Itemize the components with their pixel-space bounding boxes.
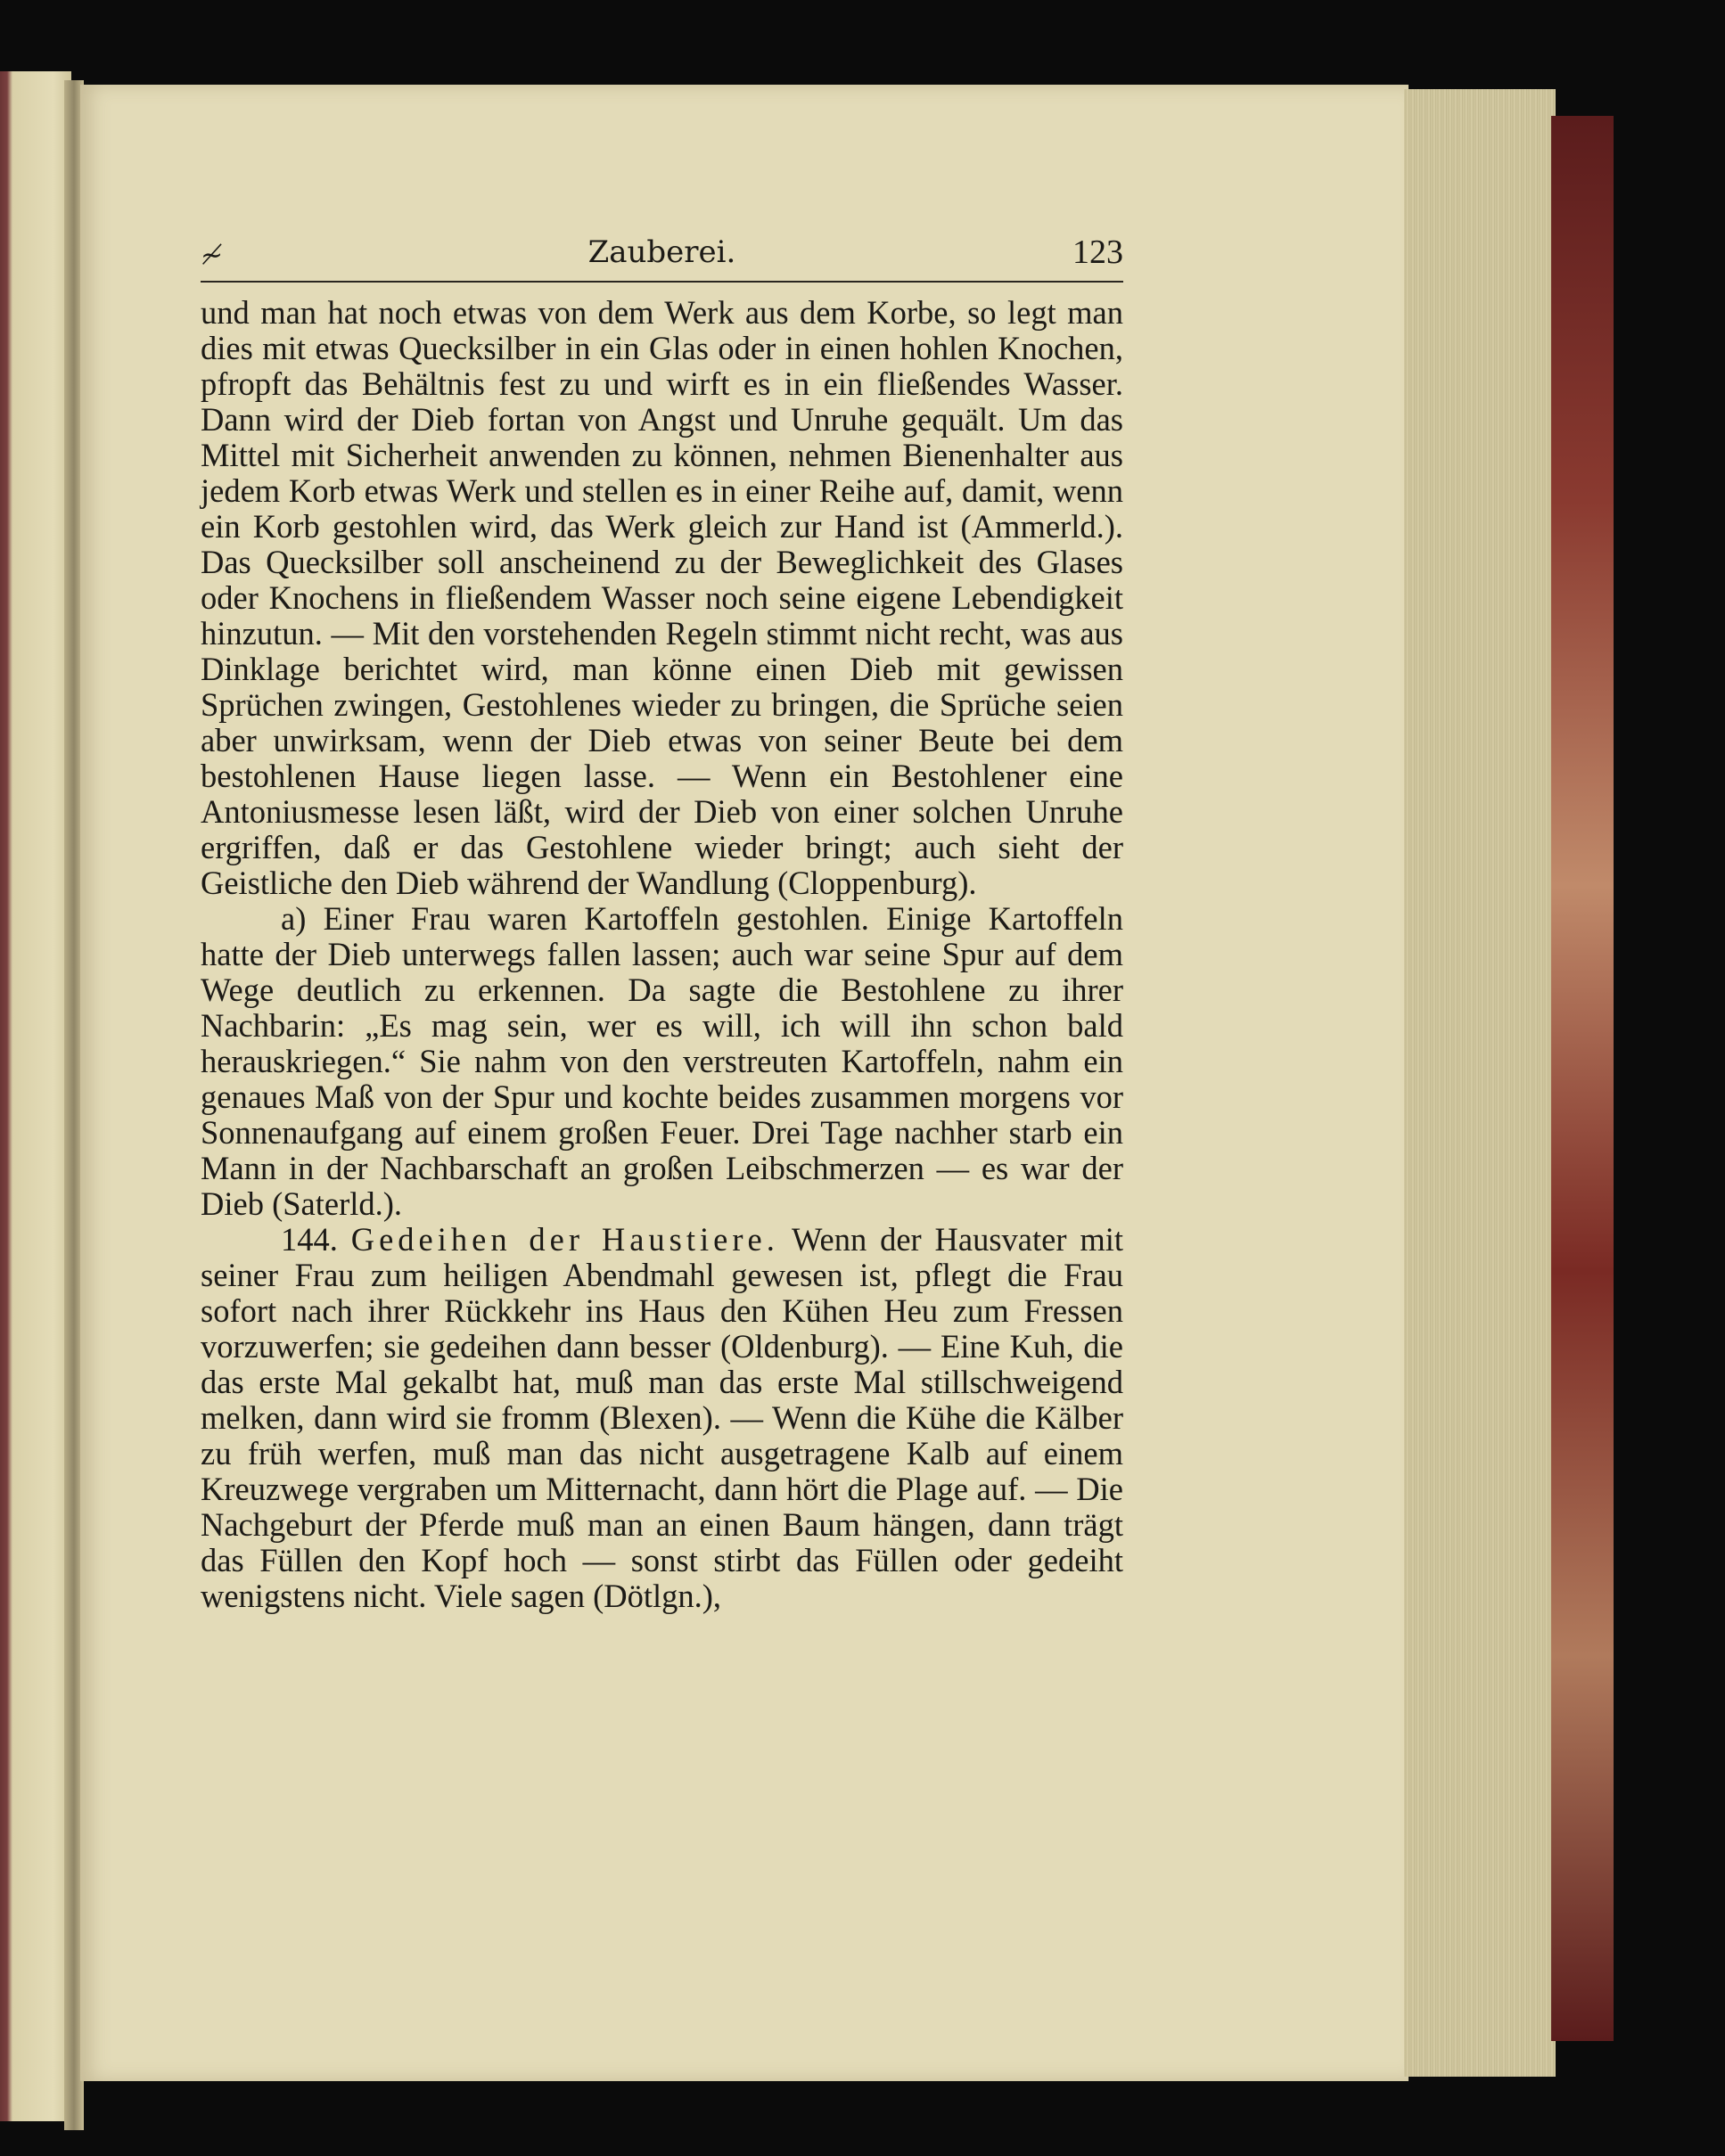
- running-header: [201, 227, 1123, 283]
- page-edges: [1404, 89, 1556, 2077]
- section-text: Wenn der Hausvater mit seiner Frau zum heiligen Abendmahl gewesen ist, pflegt die Frau sofort nach ihrer Rückkehr ins Haus den Kühen Heu zum Fressen vorzuwerfen; sie gedeihen dann besser (Oldenburg). — Eine Kuh, die das erste Mal gekalbt hat, muß man das erste Mal stillschweigend melken, dann wird sie fromm (Blexen). — Wenn die Kühe die Kälber zu früh werfen, muß man das nicht ausgetragene Kalb auf einem Kreuzwege vergraben um Mitternacht, dann hört die Plage auf. — Die Nachgeburt der Pferde muß man an einen Baum hängen, dann trägt das Füllen den Kopf hoch — sonst stirbt das Füllen oder gedeiht wenigstens nicht. Viele sagen (Dötlgn.),: [201, 1221, 1124, 1614]
- header-title: Zauberei.: [587, 234, 736, 270]
- section-number: 144.: [281, 1221, 338, 1258]
- header-mark: ≁: [201, 240, 224, 271]
- page-content: [201, 227, 1123, 1614]
- book-cover-edge: [1551, 116, 1614, 2041]
- paragraph: a) Einer Frau waren Kartoffeln gestohlen. Einige Kartoffeln hatte der Dieb unterwegs fallen lassen; auch war seine Spur auf dem Wege deutlich zu erkennen. Da sagte die Bestohlene zu ihrer Nachbarin: „Es mag sein, wer es will, ich will ihn schon bald herauskriegen.“ Sie nahm von den verstreuten Kartoffeln, nahm ein genaues Maß von der Spur und kochte beides zusammen morgens vor Sonnenaufgang auf einem großen Feuer. Drei Tage nachher starb ein Mann in der Nachbarschaft an großen Leibschmerzen — es war der Dieb (Saterld.).: [201, 900, 1123, 1222]
- section-heading: Gedeihen der Haustiere.: [350, 1221, 779, 1258]
- body-text: [201, 295, 1123, 1614]
- section-144: [201, 1222, 1123, 1614]
- left-page-edge: [0, 71, 71, 2121]
- paragraph: und man hat noch etwas von dem Werk aus dem Korbe, so legt man dies mit etwas Quecksilber in ein Glas oder in einen hohlen Knochen, pfropft das Behältnis fest zu und wirft es in ein fließendes Wasser. Dann wird der Dieb fortan von Angst und Unruhe gequält. Um das Mittel mit Sicherheit anwenden zu können, nehmen Bienenhalter aus jedem Korb etwas Werk und stellen es in einer Reihe auf, damit, wenn ein Korb gestohlen wird, das Werk gleich zur Hand ist (Ammerld.). Das Quecksilber soll anscheinend zu der Beweglichkeit des Glases oder Knochens in fließendem Wasser noch seine eigene Lebendigkeit hinzutun. — Mit den vorstehenden Regeln stimmt nicht recht, was aus Dinklage berichtet wird, man könne einen Dieb mit gewissen Sprüchen zwingen, Gestohlenes wieder zu bringen, die Sprüche seien aber unwirksam, wenn der Dieb etwas von seiner Beute bei dem bestohlenen Hause liegen lasse. — Wenn ein Bestohlener eine Antoniusmesse lesen läßt, wird der Dieb von einer solchen Unruhe ergriffen, daß er das Gestohlene wieder bringt; auch sieht der Geistliche den Dieb während der Wandlung (Cloppenburg).: [201, 294, 1123, 901]
- page-number: 123: [1072, 234, 1123, 271]
